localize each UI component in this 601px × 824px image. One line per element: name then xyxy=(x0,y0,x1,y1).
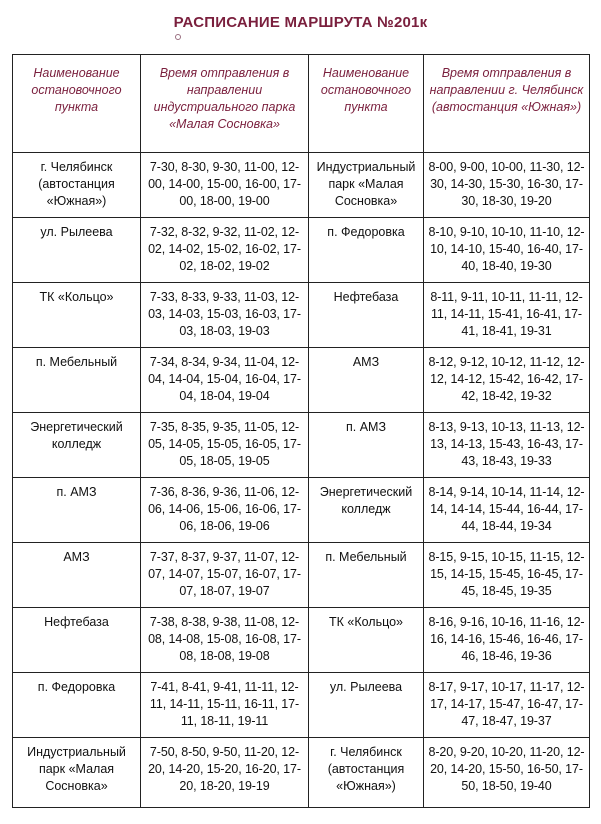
departure-times-outbound: 7-36, 8-36, 9-36, 11-06, 12-06, 14-06, 15-06, 16-06, 17-06, 18-06, 19-06 xyxy=(141,478,309,543)
stop-name-return: п. Мебельный xyxy=(309,543,424,608)
schedule-table xyxy=(12,54,590,808)
table-row xyxy=(13,283,590,348)
header-times-return: Время отправления в направлении г. Челябинск (автостанция «Южная») xyxy=(424,55,590,153)
table-row xyxy=(13,673,590,738)
stop-name-outbound: ул. Рылеева xyxy=(13,218,141,283)
table-row xyxy=(13,478,590,543)
page-title: РАСПИСАНИЕ МАРШРУТА №201к xyxy=(173,14,428,31)
departure-times-return: 8-17, 9-17, 10-17, 11-17, 12-17, 14-17, 15-47, 16-47, 17-47, 18-47, 19-37 xyxy=(424,673,590,738)
table-row xyxy=(13,413,590,478)
stop-name-return: Индустриальный парк «Малая Сосновка» xyxy=(309,153,424,218)
table-row xyxy=(13,608,590,673)
departure-times-outbound: 7-41, 8-41, 9-41, 11-11, 12-11, 14-11, 15-11, 16-11, 17-11, 18-11, 19-11 xyxy=(141,673,309,738)
stop-name-return: п. Федоровка xyxy=(309,218,424,283)
stop-name-return: Энергетический колледж xyxy=(309,478,424,543)
stop-name-return: Нефтебаза xyxy=(309,283,424,348)
stop-name-outbound: п. Федоровка xyxy=(13,673,141,738)
stop-name-outbound: Нефтебаза xyxy=(13,608,141,673)
stop-name-return: АМЗ xyxy=(309,348,424,413)
header-stop-name-outbound: Наименование остановочного пункта xyxy=(13,55,141,153)
departure-times-outbound: 7-34, 8-34, 9-34, 11-04, 12-04, 14-04, 15-04, 16-04, 17-04, 18-04, 19-04 xyxy=(141,348,309,413)
table-row xyxy=(13,543,590,608)
stop-name-outbound: ТК «Кольцо» xyxy=(13,283,141,348)
header-row xyxy=(13,55,590,153)
stop-name-outbound: АМЗ xyxy=(13,543,141,608)
departure-times-outbound: 7-32, 8-32, 9-32, 11-02, 12-02, 14-02, 15-02, 16-02, 17-02, 18-02, 19-02 xyxy=(141,218,309,283)
departure-times-return: 8-00, 9-00, 10-00, 11-30, 12-30, 14-30, 15-30, 16-30, 17-30, 18-30, 19-20 xyxy=(424,153,590,218)
header-times-outbound: Время отправления в направлении индустриального парка «Малая Сосновка» xyxy=(141,55,309,153)
stop-name-outbound: г. Челябинск (автостанция «Южная») xyxy=(13,153,141,218)
stop-name-return: ул. Рылеева xyxy=(309,673,424,738)
departure-times-outbound: 7-33, 8-33, 9-33, 11-03, 12-03, 14-03, 15-03, 16-03, 17-03, 18-03, 19-03 xyxy=(141,283,309,348)
stop-name-return: п. АМЗ xyxy=(309,413,424,478)
table-row xyxy=(13,218,590,283)
departure-times-return: 8-10, 9-10, 10-10, 11-10, 12-10, 14-10, 15-40, 16-40, 17-40, 18-40, 19-30 xyxy=(424,218,590,283)
table-row xyxy=(13,153,590,218)
departure-times-return: 8-11, 9-11, 10-11, 11-11, 12-11, 14-11, 15-41, 16-41, 17-41, 18-41, 19-31 xyxy=(424,283,590,348)
departure-times-outbound: 7-30, 8-30, 9-30, 11-00, 12-00, 14-00, 15-00, 16-00, 17-00, 18-00, 19-00 xyxy=(141,153,309,218)
departure-times-return: 8-16, 9-16, 10-16, 11-16, 12-16, 14-16, 15-46, 16-46, 17-46, 18-46, 19-36 xyxy=(424,608,590,673)
departure-times-return: 8-12, 9-12, 10-12, 11-12, 12-12, 14-12, 15-42, 16-42, 17-42, 18-42, 19-32 xyxy=(424,348,590,413)
table-row xyxy=(13,738,590,808)
stop-name-outbound: Энергетический колледж xyxy=(13,413,141,478)
departure-times-return: 8-20, 9-20, 10-20, 11-20, 12-20, 14-20, 15-50, 16-50, 17-50, 18-50, 19-40 xyxy=(424,738,590,808)
departure-times-outbound: 7-38, 8-38, 9-38, 11-08, 12-08, 14-08, 15-08, 16-08, 17-08, 18-08, 19-08 xyxy=(141,608,309,673)
departure-times-outbound: 7-50, 8-50, 9-50, 11-20, 12-20, 14-20, 15-20, 16-20, 17-20, 18-20, 19-19 xyxy=(141,738,309,808)
table-row xyxy=(13,348,590,413)
stop-name-return: ТК «Кольцо» xyxy=(309,608,424,673)
stop-name-outbound: п. АМЗ xyxy=(13,478,141,543)
departure-times-outbound: 7-35, 8-35, 9-35, 11-05, 12-05, 14-05, 15-05, 16-05, 17-05, 18-05, 19-05 xyxy=(141,413,309,478)
departure-times-outbound: 7-37, 8-37, 9-37, 11-07, 12-07, 14-07, 15-07, 16-07, 17-07, 18-07, 19-07 xyxy=(141,543,309,608)
header-stop-name-return: Наименование остановочного пункта xyxy=(309,55,424,153)
circle-mark xyxy=(175,34,181,40)
stop-name-outbound: п. Мебельный xyxy=(13,348,141,413)
stop-name-outbound: Индустриальный парк «Малая Сосновка» xyxy=(13,738,141,808)
departure-times-return: 8-14, 9-14, 10-14, 11-14, 12-14, 14-14, 15-44, 16-44, 17-44, 18-44, 19-34 xyxy=(424,478,590,543)
stop-name-return: г. Челябинск (автостанция «Южная») xyxy=(309,738,424,808)
departure-times-return: 8-13, 9-13, 10-13, 11-13, 12-13, 14-13, 15-43, 16-43, 17-43, 18-43, 19-33 xyxy=(424,413,590,478)
departure-times-return: 8-15, 9-15, 10-15, 11-15, 12-15, 14-15, 15-45, 16-45, 17-45, 18-45, 19-35 xyxy=(424,543,590,608)
